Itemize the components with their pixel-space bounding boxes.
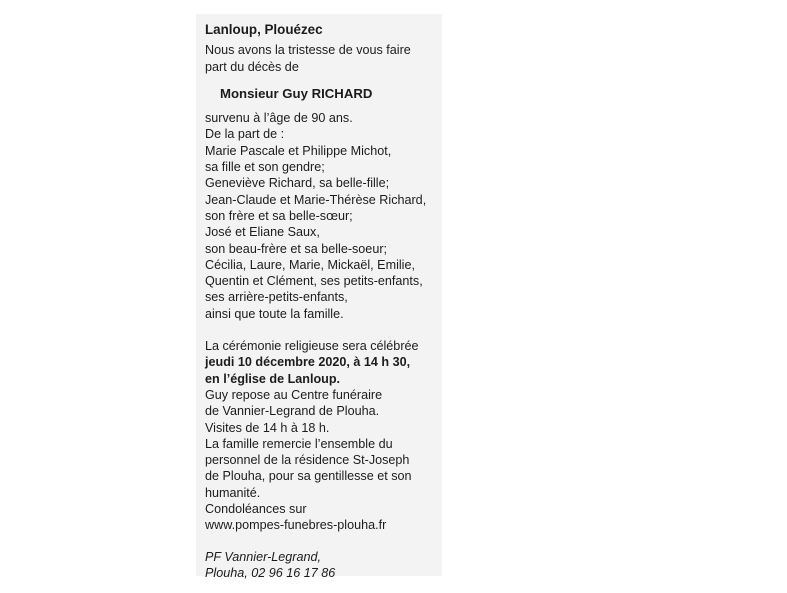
detail-line: La famille remercie l’ensemble du [205,436,393,451]
detail-line: Condoléances sur [205,502,307,517]
family-line: son frère et sa belle-sœur; [205,208,353,223]
signature-line: PF Vannier-Legrand, [205,549,321,564]
detail-line: personnel de la résidence St-Joseph [205,453,410,468]
family-line: Jean-Claude et Marie-Thérèse Richard, [205,192,427,207]
condolences-url: www.pompes-funebres-plouha.fr [205,518,387,533]
intro-line: part du décès de [205,59,299,74]
family-line: Quentin et Clément, ses petits-enfants, [205,274,423,289]
detail-line: de Plouha, pour sa gentillesse et son [205,469,412,484]
family-line: De la part de : [205,127,285,142]
detail-line: humanité. [205,485,261,500]
detail-line: Visites de 14 h à 18 h. [205,420,330,435]
deceased-name: Monsieur Guy RICHARD [220,85,373,101]
family-line: ainsi que toute la famille. [205,306,344,321]
paragraph-gap [205,534,442,549]
notice-heading: Lanloup, Plouézec [205,22,323,37]
family-line: son beau-frère et sa belle-soeur; [205,241,388,256]
family-line: Cécilia, Laure, Marie, Mickaël, Emilie, [205,257,415,272]
family-line: ses arrière-petits-enfants, [205,290,348,305]
paragraph-gap [205,322,442,338]
obituary-notice [196,14,442,580]
ceremony-date: jeudi 10 décembre 2020, à 14 h 30, [205,355,411,370]
notice-content [205,22,442,581]
detail-line: de Vannier-Legrand de Plouha. [205,404,380,419]
family-line: sa fille et son gendre; [205,160,325,175]
family-line: survenu à l’âge de 90 ans. [205,111,353,126]
family-line: Marie Pascale et Philippe Michot, [205,143,392,158]
ceremony-place: en l’église de Lanloup. [205,371,341,386]
intro-line: Nous avons la tristesse de vous faire [205,43,411,58]
ceremony-intro: La cérémonie religieuse sera célébrée [205,339,419,354]
family-line: Geneviève Richard, sa belle-fille; [205,176,390,191]
family-line: José et Eliane Saux, [205,225,320,240]
detail-line: Guy repose au Centre funéraire [205,387,383,402]
signature-line: Plouha, 02 96 16 17 86 [205,565,336,580]
